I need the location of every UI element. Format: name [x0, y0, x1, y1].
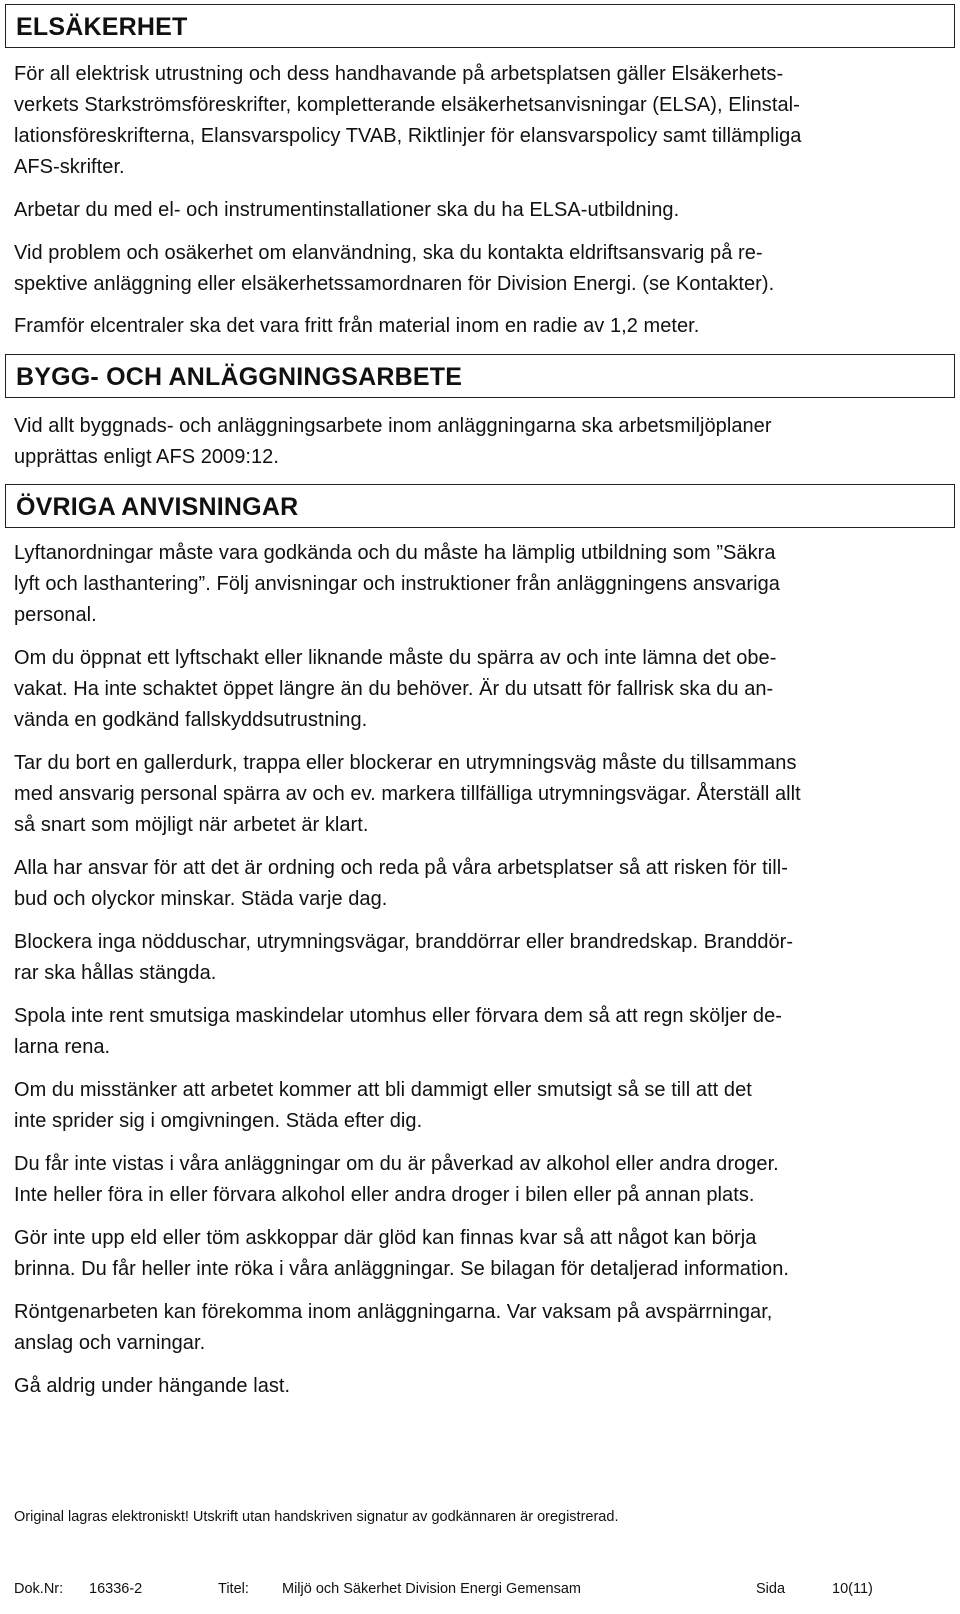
footer-title-label: Titel:	[218, 1581, 249, 1597]
paragraph-line: Gör inte upp eld eller töm askkoppar där glöd kan finnas kvar så att något kan börja	[14, 1227, 757, 1249]
paragraph-line: Spola inte rent smutsiga maskindelar utomhus eller förvara dem så att regn sköljer de-	[14, 1005, 782, 1027]
paragraph-line: Alla har ansvar för att det är ordning och reda på våra arbetsplatser så att risken för till-	[14, 857, 788, 879]
footer-page-label: Sida	[756, 1581, 786, 1597]
paragraph-line: vända en godkänd fallskyddsutrustning.	[14, 709, 368, 731]
footer-title: Miljö och Säkerhet Division Energi Gemensam	[282, 1581, 581, 1597]
paragraph-line: personal.	[14, 604, 97, 626]
paragraph-line: upprättas enligt AFS 2009:12.	[14, 446, 279, 468]
paragraph-line: Blockera inga nödduschar, utrymningsvägar, branddörrar eller brandredskap. Branddör-	[14, 931, 794, 953]
paragraph-line: rar ska hållas stängda.	[14, 962, 217, 984]
paragraph-line: vakat. Ha inte schaktet öppet längre än du behöver. Är du utsatt för fallrisk ska du an-	[14, 678, 774, 700]
footer-page-value: 10(11)	[832, 1581, 873, 1597]
footer-notice: Original lagras elektroniskt! Utskrift utan handskriven signatur av godkännaren är oregistrerad.	[14, 1509, 619, 1525]
paragraph-line: Tar du bort en gallerdurk, trappa eller blockerar en utrymningsväg måste du tillsammans	[14, 752, 797, 774]
paragraph-line: brinna. Du får heller inte röka i våra anläggningar. Se bilagan för detaljerad information.	[14, 1258, 790, 1280]
paragraph-line: anslag och varningar.	[14, 1332, 206, 1354]
paragraph-line: Inte heller föra in eller förvara alkohol eller andra droger i bilen eller på annan plats.	[14, 1184, 755, 1206]
paragraph-line: För all elektrisk utrustning och dess handhavande på arbetsplatsen gäller Elsäkerhets-	[14, 63, 784, 85]
paragraph-line: Vid problem och osäkerhet om elanvändning, ska du kontakta eldriftsansvarig på re-	[14, 242, 763, 264]
heading-text: ÖVRIGA ANVISNINGAR	[16, 493, 299, 521]
section-heading-elsakerhet	[5, 4, 955, 48]
paragraph-line: Du får inte vistas i våra anläggningar om du är påverkad av alkohol eller andra droger.	[14, 1153, 779, 1175]
paragraph-line: med ansvarig personal spärra av och ev. markera tillfälliga utrymningsvägar. Återställ allt	[14, 783, 801, 805]
section-heading-bygg	[5, 354, 955, 398]
paragraph-line: Arbetar du med el- och instrumentinstallationer ska du ha ELSA-utbildning.	[14, 199, 680, 221]
paragraph-line: bud och olyckor minskar. Städa varje dag.	[14, 888, 388, 910]
paragraph-line: lationsföreskrifterna, Elansvarspolicy TVAB, Riktlinjer för elansvarspolicy samt tillämpliga	[14, 125, 802, 147]
paragraph-line: Framför elcentraler ska det vara fritt från material inom en radie av 1,2 meter.	[14, 315, 700, 337]
paragraph-line: Lyftanordningar måste vara godkända och du måste ha lämplig utbildning som ”Säkra	[14, 542, 776, 564]
paragraph-line: så snart som möjligt när arbetet är klart.	[14, 814, 369, 836]
heading-text: ELSÄKERHET	[16, 13, 188, 41]
paragraph-line: Vid allt byggnads- och anläggningsarbete inom anläggningarna ska arbetsmiljöplaner	[14, 415, 772, 437]
paragraph-line: AFS-skrifter.	[14, 156, 125, 178]
paragraph-line: spektive anläggning eller elsäkerhetssamordnaren för Division Energi. (se Kontakter).	[14, 273, 775, 295]
paragraph-line: inte sprider sig i omgivningen. Städa efter dig.	[14, 1110, 423, 1132]
footer-doc-label: Dok.Nr:	[14, 1581, 64, 1597]
paragraph-line: Om du öppnat ett lyftschakt eller liknande måste du spärra av och inte lämna det obe-	[14, 647, 777, 669]
section-heading-ovriga	[5, 484, 955, 528]
paragraph-line: lyft och lasthantering”. Följ anvisningar och instruktioner från anläggningens ansvariga	[14, 573, 780, 595]
paragraph-line: Röntgenarbeten kan förekomma inom anläggningarna. Var vaksam på avspärrningar,	[14, 1301, 773, 1323]
paragraph-line: larna rena.	[14, 1036, 111, 1058]
paragraph-line: Om du misstänker att arbetet kommer att bli dammigt eller smutsigt så se till att det	[14, 1079, 752, 1101]
footer-doc-number: 16336-2	[89, 1581, 143, 1597]
paragraph-line: Gå aldrig under hängande last.	[14, 1375, 291, 1397]
paragraph-line: verkets Starkströmsföreskrifter, kompletterande elsäkerhetsanvisningar (ELSA), Elinstal-	[14, 94, 800, 116]
heading-text: BYGG- OCH ANLÄGGNINGSARBETE	[16, 363, 463, 391]
